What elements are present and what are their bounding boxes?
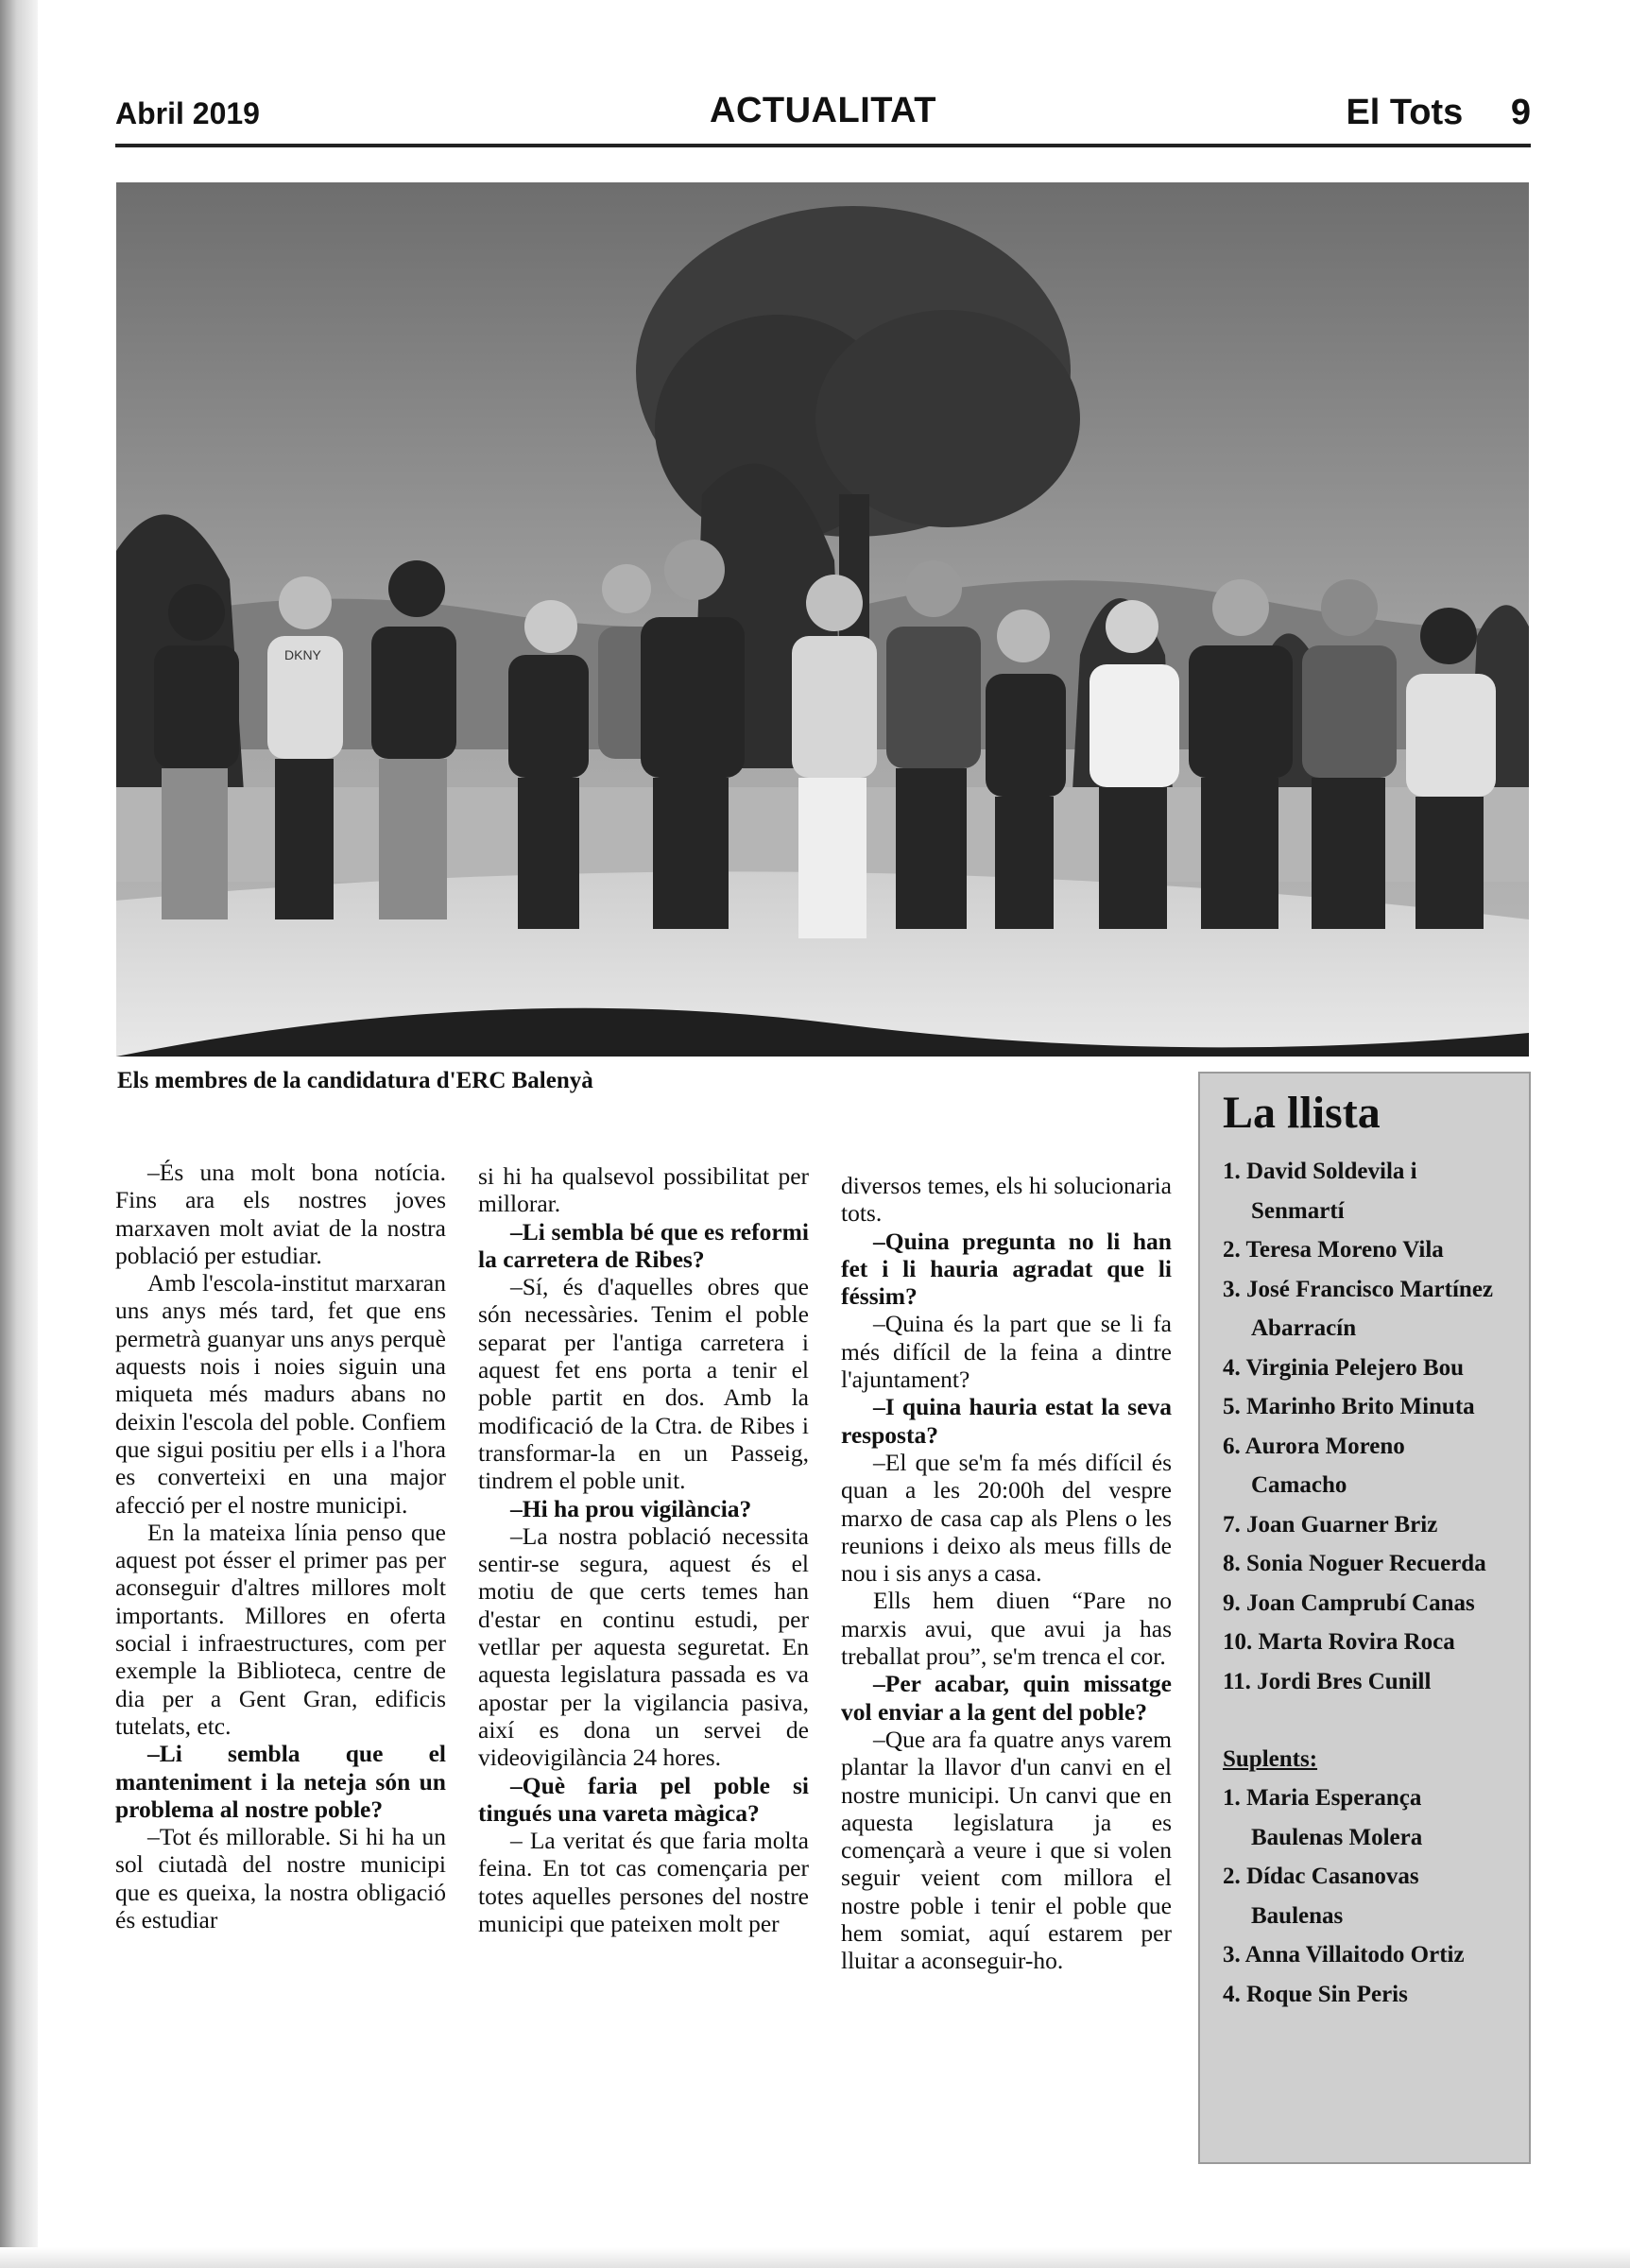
article-column-3: [841, 1172, 1172, 1975]
section-title: ACTUALITAT: [710, 91, 936, 130]
substitutes-title: Suplents:: [1223, 1746, 1318, 1772]
candidate-item: 10. Marta Rovira Roca: [1223, 1629, 1455, 1655]
page-number: 9: [1510, 93, 1531, 132]
publication-info: [1346, 93, 1531, 133]
candidate-item: 4. Virginia Pelejero Bou: [1223, 1354, 1465, 1381]
page-header: [115, 91, 1531, 147]
interview-question: –Hi ha prou vigilància?: [510, 1494, 752, 1522]
candidate-item: 3. José Francisco Martínez Abarracín: [1223, 1276, 1494, 1341]
candidate-list-box: [1198, 1072, 1531, 2164]
interview-question: –Què faria pel poble si tingués una vareta màgica?: [478, 1771, 809, 1827]
interview-answer: –Que ara fa quatre anys varem plantar la llavor d'un canvi en el nostre municipi. Un canvi que en aquesta legislatura ja es començarà a veure i que si volen seguir veient com millora el nostre poble i tenir el poble que hem somiat, aquí estarem per lluitar a aconseguir-ho.: [841, 1725, 1172, 1975]
page-binding-edge: [0, 0, 38, 2268]
candidate-item: 8. Sonia Noguer Recuerda: [1223, 1551, 1486, 1576]
interview-answer: – La veritat és que faria molta feina. En tot cas començaria per totes aquelles persones del nostre municipi que pateixen molt per: [478, 1827, 809, 1938]
article-column-2: [478, 1162, 809, 1937]
interview-answer: En la mateixa línia penso que aquest pot ésser el primer pas per aconseguir d'altres millores molt importants. Millores en oferta social i infraestructures, com per exemple la Biblioteca, centre de dia per a Gent Gran, edificis tutelats, etc.: [115, 1518, 446, 1740]
interview-answer: –És una molt bona notícia. Fins ara els nostres joves marxaven molt aviat de la nostra població per estudiar.: [115, 1159, 446, 1269]
interview-answer: –Sí, és d'aquelles obres que són necessàries. Tenim el poble separat per l'antiga carretera i aquest fet ens porta a tenir el poble partit en dos. Amb la modificació de la Ctra. de Ribes i transformar-la en un Passeig, tindrem el poble unit.: [478, 1273, 809, 1495]
candidate-item: 2. Teresa Moreno Vila: [1223, 1237, 1444, 1263]
interview-question: –Per acabar, quin missatge vol enviar a la gent del poble?: [841, 1670, 1172, 1726]
interview-answer: Ells hem diuen “Pare no marxis avui, que avui ja has treballat prou”, se'm trenca el cor.: [841, 1587, 1172, 1671]
substitute-item: 1. Maria Esperança Baulenas Molera: [1223, 1785, 1423, 1850]
candidate-item: 5. Marinho Brito Minuta: [1223, 1394, 1475, 1419]
candidate-item: 7. Joan Guarner Briz: [1223, 1511, 1438, 1538]
interview-answer: –Quina és la part que se li fa més difícil de la feina a dintre l'ajuntament?: [841, 1310, 1172, 1394]
candidate-item: 1. David Soldevila i Senmartí: [1223, 1159, 1417, 1224]
interview-answer: Amb l'escola-institut marxaran uns anys més tard, fet que ens permetrà guanyar uns anys perquè aquests nois i noies siguin una miqueta més madurs abans no deixin l'escola del poble. Confiem que sigui positiu per ells i a l'hora es converteixi en una major afecció per el nostre municipi.: [115, 1269, 446, 1519]
candidate-list: [1223, 1152, 1506, 1701]
interview-question: –Li sembla que el manteniment i la neteja són un problema al nostre poble?: [115, 1740, 446, 1823]
shirt-logo: DKNY: [284, 647, 321, 662]
substitutes-list: [1223, 1778, 1506, 2014]
interview-answer: si hi ha qualsevol possibilitat per millorar.: [478, 1162, 809, 1218]
interview-answer: –La nostra població necessita sentir-se segura, aquest és el motiu de que certs temes han d'estar en continu estudi, per vetllar per aquesta seguretat. En aquesta legislatura passada es va apostar per la vigilancia pasiva, així es dona un servei de videovigilància 24 hores.: [478, 1521, 809, 1772]
publication-name: El Tots: [1346, 93, 1464, 132]
interview-answer: –El que se'm fa més difícil és quan a les 20:00h del vespre marxo de casa cap als Plens o les reunions i deixo als meus fills de nou i sis anys a casa.: [841, 1448, 1172, 1588]
photo-caption: Els membres de la candidatura d'ERC Balenyà: [117, 1068, 593, 1093]
substitute-item: 2. Dídac Casanovas Baulenas: [1223, 1864, 1419, 1929]
candidate-list-title: La llista: [1223, 1088, 1381, 1138]
page-bottom-edge: [0, 2247, 1630, 2268]
interview-answer: diversos temes, els hi solucionaria tots.: [841, 1172, 1172, 1228]
interview-question: –Quina pregunta no li han fet i li hauria agradat que li féssim?: [841, 1227, 1172, 1311]
interview-answer: –Tot és millorable. Si hi ha un sol ciutadà del nostre municipi que es queixa, la nostra obligació és estudiar: [115, 1823, 446, 1934]
group-photo: [116, 182, 1529, 1057]
substitute-item: 4. Roque Sin Peris: [1223, 1981, 1408, 2007]
candidate-item: 6. Aurora Moreno Camacho: [1223, 1433, 1405, 1498]
candidate-item: 11. Jordi Bres Cunill: [1223, 1668, 1432, 1694]
candidate-item: 9. Joan Camprubí Canas: [1223, 1589, 1475, 1616]
interview-question: –Li sembla bé que es reformi la carretera de Ribes?: [478, 1217, 809, 1273]
interview-question: –I quina hauria estat la seva resposta?: [841, 1393, 1172, 1449]
article-column-1: [115, 1159, 446, 1933]
substitute-item: 3. Anna Villaitodo Ortiz: [1223, 1942, 1465, 1967]
issue-date: Abril 2019: [115, 96, 260, 130]
